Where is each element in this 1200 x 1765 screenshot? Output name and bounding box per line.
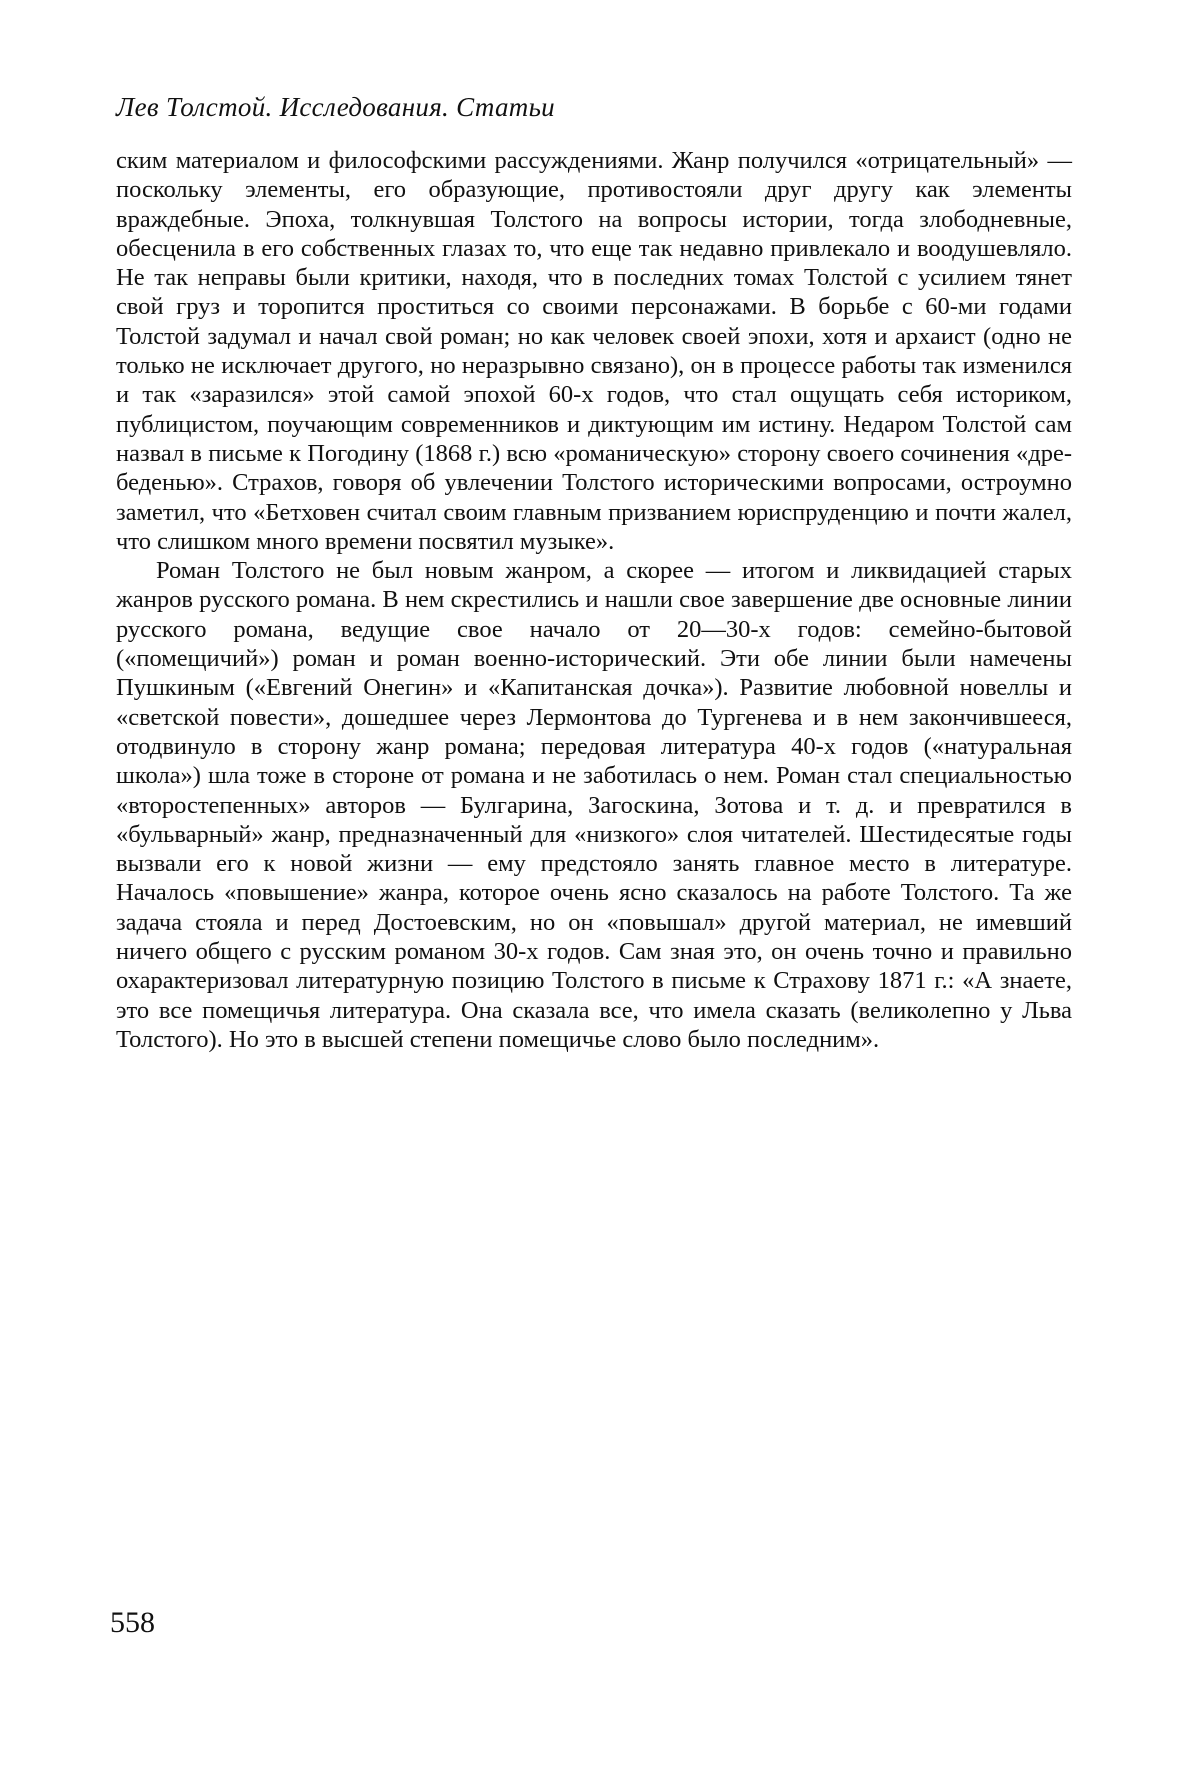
paragraph-continuation: ским материалом и философскими рассуждениями. Жанр получился «отрицательный» — поскольку элементы, его образующие, противостояли друг другу как элементы враждебные. Эпоха, толкнувшая Толстого на вопросы истории, тогда злободневные, обесценила в его собственных глазах то, что еще так недавно привлекало и воодушевляло. Не так неправы были критики, находя, что в последних томах Толстой с усилием тянет свой груз и торопится проститься со своими персонажами. В борьбе с 60-ми годами Толстой задумал и начал свой роман; но как человек своей эпохи, хотя и архаист (одно не только не исключает другого, но неразрывно связано), он в процессе работы так изменился и так «заразился» этой самой эпохой 60-х годов, что стал ощущать себя историком, публицистом, поучающим современников и диктующим им истину. Недаром Толстой сам назвал в письме к Погодину (1868 г.) всю «романическую» сторону своего сочинения «дребеденью». Страхов, говоря об увлечении Толстого историческими вопросами, остроумно заметил, что «Бетховен считал своим главным призванием юриспруденцию и почти жалел, что слишком много времени посвятил музыке». — [116, 147, 1072, 555]
body-text — [116, 146, 1072, 1054]
page-number: 558 — [110, 1606, 155, 1639]
paragraph-novel-genre: Роман Толстого не был новым жанром, а скорее — итогом и ликвидацией старых жанров русского романа. В нем скрестились и нашли свое завершение две основные линии русского романа, ведущие свое начало от 20—30-х годов: семейно-бытовой («помещичий») роман и роман военно-исторический. Эти обе линии были намечены Пушкиным («Евгений Онегин» и «Капитанская дочка»). Развитие любовной новеллы и «светской повести», дошедшее через Лермонтова до Тургенева и в нем закончившееся, отодвинуло в сторону жанр романа; передовая литература 40-х годов («натуральная школа») шла тоже в стороне от романа и не заботилась о нем. Роман стал специальностью «второстепенных» авторов — Булгарина, Загоскина, Зотова и т. д. и превратился в «бульварный» жанр, предназначенный для «низкого» слоя читателей. Шестидесятые годы вызвали его к новой жизни — ему предстояло занять главное место в литературе. Началось «повышение» жанра, которое очень ясно сказалось на работе Толстого. Та же задача стояла и перед Достоевским, но он «повышал» другой материал, не имевший ничего общего с русским романом 30-х годов. Сам зная это, он очень точно и правильно охарактеризовал литературную позицию Толстого в письме к Страхову 1871 г.: «А знаете, это все помещичья литература. Она сказала все, что имела сказать (великолепно у Льва Толстого). Но это в высшей степени помещичье слово было последним». — [116, 557, 1072, 1053]
running-title: Лев Толстой. Исследования. Статьи — [116, 92, 555, 122]
